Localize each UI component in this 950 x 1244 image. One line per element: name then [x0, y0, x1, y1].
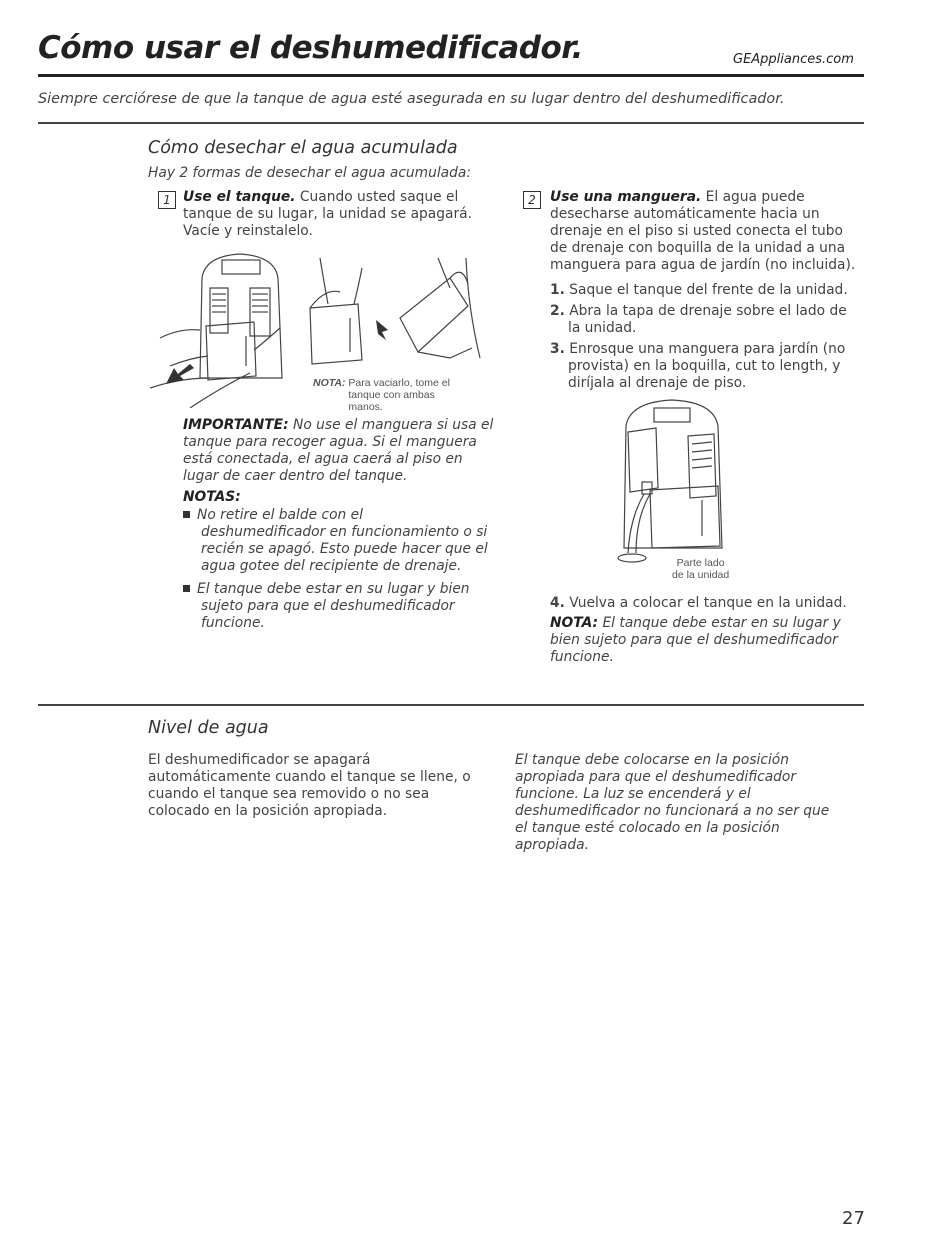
- hose-illustration: [610, 398, 730, 573]
- method-2-step-4: 4. Vuelva a colocar el tanque en la unidad.: [550, 595, 847, 611]
- method-2-heading: Use una manguera.: [550, 189, 702, 205]
- water-level-title: Nivel de agua: [148, 718, 269, 738]
- water-level-left-text: El deshumedificador se apagará automáticamente cuando el tanque se llene, o cuando el tanque sea removido o no sea colocado en la posición apropiada.: [148, 752, 471, 819]
- header-rule: [38, 74, 864, 77]
- water-level-right-text: El tanque debe colocarse en la posición apropiada para que el deshumedificador funcione. La luz se encenderá y el deshumedificador no funcionará a no ser que el tanque esté colocado en la posición apropiada.: [515, 752, 830, 853]
- method-1-text: Cuando usted saque el tanque de su lugar, la unidad se apagará. Vacíe y reinstalelo.: [183, 189, 472, 239]
- notas-item: El tanque debe estar en su lugar y bien sujeto para que el deshumedificador funcione.: [183, 581, 488, 632]
- bullet-icon: [183, 511, 190, 518]
- method-2-text: El agua puede desecharse automáticamente hacia un drenaje en el piso si usted conecta el tubo de drenaje con boquilla de la unidad a una manguera para agua de jardín (no incluida).: [550, 189, 856, 273]
- notas-list: [183, 507, 488, 632]
- method-1-number: 1: [158, 189, 176, 209]
- intro-text: Siempre cerciórese de que la tanque de agua esté asegurada en su lugar dentro del deshumedificador.: [38, 91, 785, 107]
- step-item: 2. Abra la tapa de drenaje sobre el lado de la unidad.: [550, 303, 847, 336]
- step-item: 3. Enrosque una manguera para jardín (no provista) en la boquilla, cut to length, y diríjala al drenaje de piso.: [550, 341, 846, 391]
- method-1-heading: Use el tanque.: [183, 189, 296, 205]
- section-divider-top: [38, 122, 864, 124]
- page-title: Cómo usar el deshumedificador.: [38, 30, 583, 66]
- website-url: GEAppliances.com: [733, 52, 854, 67]
- important-text: No use el manguera si usa el tanque para recoger agua. Si el manguera está conectada, el agua caerá al piso en lugar de caer dentro del tanque.: [183, 417, 494, 484]
- method-1-block: [183, 189, 493, 240]
- method-2-steps: [550, 282, 862, 392]
- important-block: [183, 417, 498, 485]
- bullet-icon: [183, 585, 190, 592]
- method-2-number: 2: [523, 189, 541, 209]
- drain-section-subtitle: Hay 2 formas de desechar el agua acumulada:: [148, 165, 472, 181]
- page-number: 27: [842, 1208, 865, 1229]
- method-2-note: NOTA: El tanque debe estar en su lugar y bien sujeto para que el deshumedificador funcione.: [550, 615, 841, 665]
- drain-section-title: Cómo desechar el agua acumulada: [148, 138, 458, 158]
- method-1-note: NOTA: Para vaciarlo, tome el tanque con ambas manos.: [313, 377, 450, 413]
- section-divider-bottom: [38, 704, 864, 706]
- hose-image-caption: Parte lado de la unidad: [672, 557, 730, 581]
- notas-label: NOTAS:: [183, 489, 241, 505]
- important-label: IMPORTANTE:: [183, 417, 289, 433]
- step-item: 1. Saque el tanque del frente de la unidad.: [550, 282, 848, 298]
- method-2-block: [550, 189, 862, 396]
- notas-item: No retire el balde con el deshumedificador en funcionamiento o si recién se apagó. Esto puede hacer que el agua gotee del recipiente de drenaje.: [183, 507, 488, 575]
